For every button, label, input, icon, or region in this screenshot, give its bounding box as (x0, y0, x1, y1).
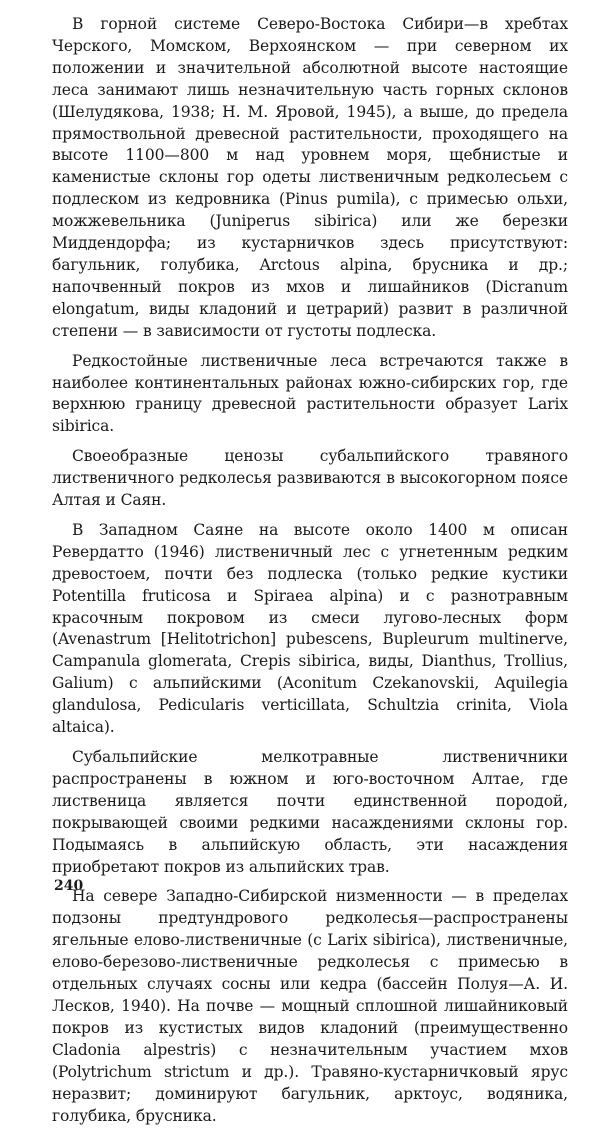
page-number: 240 (54, 878, 84, 894)
paragraph-2: Редкостойные лиственичные леса встречаются также в наиболее континентальных районах южно-сибирских гор, где верхнюю границу древесной растительности образует Larix sibirica. (52, 351, 568, 436)
page-body (52, 14, 568, 1135)
paragraph-3: Своеобразные ценозы субальпийского травяного лиственичного редколесья развиваются в высокогорном поясе Алтая и Саян. (52, 447, 568, 510)
paragraph-1: В горной системе Северо-Востока Сибири—в хребтах Черского, Момском, Верхоянском — при северном их положении и значительной абсолютной высоте настоящие леса занимают лишь незначительную часть горных склонов (Шелудякова, 1938; Н. М. Яровой, 1945), а выше, до предела прямоствольной древесной растительности, проходящего на высоте 1100—800 м над уровнем моря, щебнистые и каменистые склоны гор одеты лиственичным редколесьем с подлеском из кедровника (Pinus pumila), с примесью ольхи, можжевельника (Juniperus sibirica) или же березки Миддендорфа; из кустарничков здесь присутствуют: багульник, голубика, Arctous alpina, брусника и др.; напочвенный покров из мхов и лишайников (Dicranum elongatum, виды кладоний и цетрарий) развит в различной степени — в зависимости от густоты подлеска. (52, 15, 568, 340)
paragraph-4: В Западном Саяне на высоте около 1400 м описан Ревердатто (1946) лиственичный лес с угнетенным редким древостоем, почти без подлеска (только редкие кустики Potentilla fruticosa и Spiraea alpina) и с разнотравным красочным покровом из смеси лугово-лесных форм (Avenastrum [Helitotrichon] pubescens, Bupleurum multinerve, Campanula glomerata, Crepis sibirica, виды, Dianthus, Trollius, Galium) с альпийскими (Aconitum Czekanovskii, Aquilegia glandulosa, Pedicularis verticillata, Schultzia crinita, Viola altaica). (52, 520, 568, 737)
paragraph-5: Субальпийские мелкотравные лиственичники распространены в южном и юго-восточном Алтае, где лиственица является почти единственной породой, покрывающей своими редкими насаждениями склоны гор. Подымаясь в альпийскую область, эти насаждения приобретают покров из альпийских трав. (52, 748, 568, 876)
paragraph-6: На севере Западно-Сибирской низменности — в пределах подзоны предтундрового редколесья—распространены ягельные елово-лиственичные (с Larix sibirica), лиственичные, елово-березово-лиственичные редколесья с примесью в отдельных случаях сосны или кедра (бассейн Полуя—А. И. Лесков, 1940). На почве — мощный сплошной лишайниковый покров из кустистых видов кладоний (преимущественно Cladonia alpestris) с незначительным участием мхов (Polytrichum strictum и др.). Травяно-кустарничковый ярус неразвит; доминируют багульник, арктоус, водяника, голубика, брусника. (52, 887, 568, 1125)
